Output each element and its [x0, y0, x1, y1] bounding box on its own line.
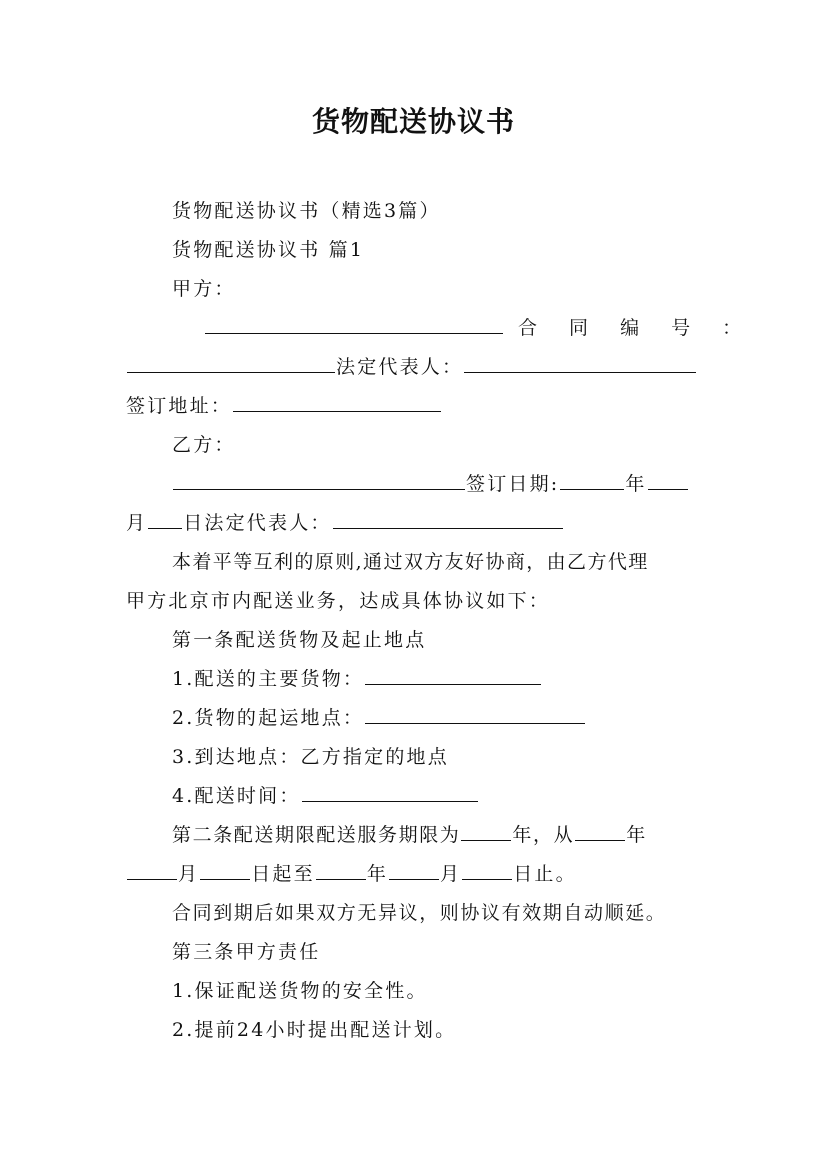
- part-heading: 货物配送协议书 篇1: [172, 239, 365, 261]
- article-3-title: 第三条甲方责任: [172, 941, 321, 963]
- article-2-line-2: [126, 861, 706, 887]
- start-month-blank[interactable]: [127, 861, 177, 880]
- article-3-item-2: 2.提前24小时提出配送计划。: [172, 1019, 457, 1041]
- document-title: 货物配送协议书: [311, 105, 515, 138]
- article-3-item-1: 1.保证配送货物的安全性。: [172, 980, 428, 1002]
- legal-rep-label: 法定代表人：: [336, 356, 464, 378]
- origin-blank[interactable]: [365, 705, 585, 724]
- sign-date-row-2: [126, 510, 706, 536]
- end-year-blank[interactable]: [316, 861, 366, 880]
- end-month-label: 月: [440, 863, 462, 885]
- sign-year-blank[interactable]: [560, 471, 624, 490]
- party-a-name-blank[interactable]: [205, 315, 503, 334]
- start-year-label: 年: [626, 824, 647, 846]
- legal-rep-row: [126, 354, 706, 380]
- end-day-label: 日止。: [513, 863, 577, 885]
- intro-line-1: 本着平等互利的原则,通过双方友好协商，由乙方代理: [172, 551, 649, 573]
- article-1-item-3: 3.到达地点：乙方指定的地点: [172, 746, 449, 768]
- article-1-item-4: [126, 783, 706, 809]
- term-years-blank[interactable]: [461, 822, 511, 841]
- month-label: 月: [126, 512, 148, 534]
- end-month-blank[interactable]: [389, 861, 439, 880]
- legal-rep-b-blank[interactable]: [333, 510, 563, 529]
- party-b-label: 乙方：: [172, 434, 236, 456]
- start-month-label: 月: [178, 863, 200, 885]
- contract-no-label: 合 同 编 号 ：: [518, 317, 755, 339]
- sign-address-row: [126, 393, 706, 419]
- item-1-label: 1.配送的主要货物：: [172, 668, 365, 690]
- contract-no-blank[interactable]: [127, 354, 335, 373]
- start-day-label: 日起至: [251, 863, 315, 885]
- end-year-label: 年: [366, 863, 389, 885]
- article-2-line-1: [126, 822, 706, 848]
- party-b-name-blank[interactable]: [173, 471, 465, 490]
- start-day-blank[interactable]: [200, 861, 250, 880]
- contract-number-row: [126, 315, 755, 341]
- legal-rep-blank[interactable]: [464, 354, 696, 373]
- item-4-label: 4.配送时间：: [172, 785, 301, 807]
- start-year-blank[interactable]: [575, 822, 625, 841]
- legal-rep-label-2: 法定代表人：: [204, 512, 332, 534]
- article-1-item-2: [126, 705, 706, 731]
- goods-blank[interactable]: [365, 666, 541, 685]
- sign-day-blank[interactable]: [148, 510, 182, 529]
- year-label: 年: [625, 473, 647, 495]
- article-2-renewal: 合同到期后如果双方无异议，则协议有效期自动顺延。: [172, 902, 667, 924]
- article-2-text: 第二条配送期限配送服务期限为: [172, 824, 461, 846]
- sign-address-blank[interactable]: [233, 393, 441, 412]
- day-label: 日: [183, 512, 205, 534]
- end-day-blank[interactable]: [462, 861, 512, 880]
- item-2-label: 2.货物的起运地点：: [172, 707, 365, 729]
- subtitle: 货物配送协议书（精选3篇）: [172, 200, 441, 222]
- party-b-row: [126, 471, 706, 497]
- intro-line-2: 甲方北京市内配送业务，达成具体协议如下：: [126, 590, 551, 612]
- delivery-time-blank[interactable]: [302, 783, 478, 802]
- article-1-item-1: [126, 666, 706, 692]
- article-1-title: 第一条配送货物及起止地点: [172, 629, 427, 651]
- sign-address-label: 签订地址：: [126, 395, 233, 417]
- party-a-label: 甲方：: [172, 278, 236, 300]
- sign-month-blank[interactable]: [648, 471, 688, 490]
- sign-date-label: 签订日期:: [466, 473, 560, 495]
- year-from-label: 年，从: [512, 824, 575, 846]
